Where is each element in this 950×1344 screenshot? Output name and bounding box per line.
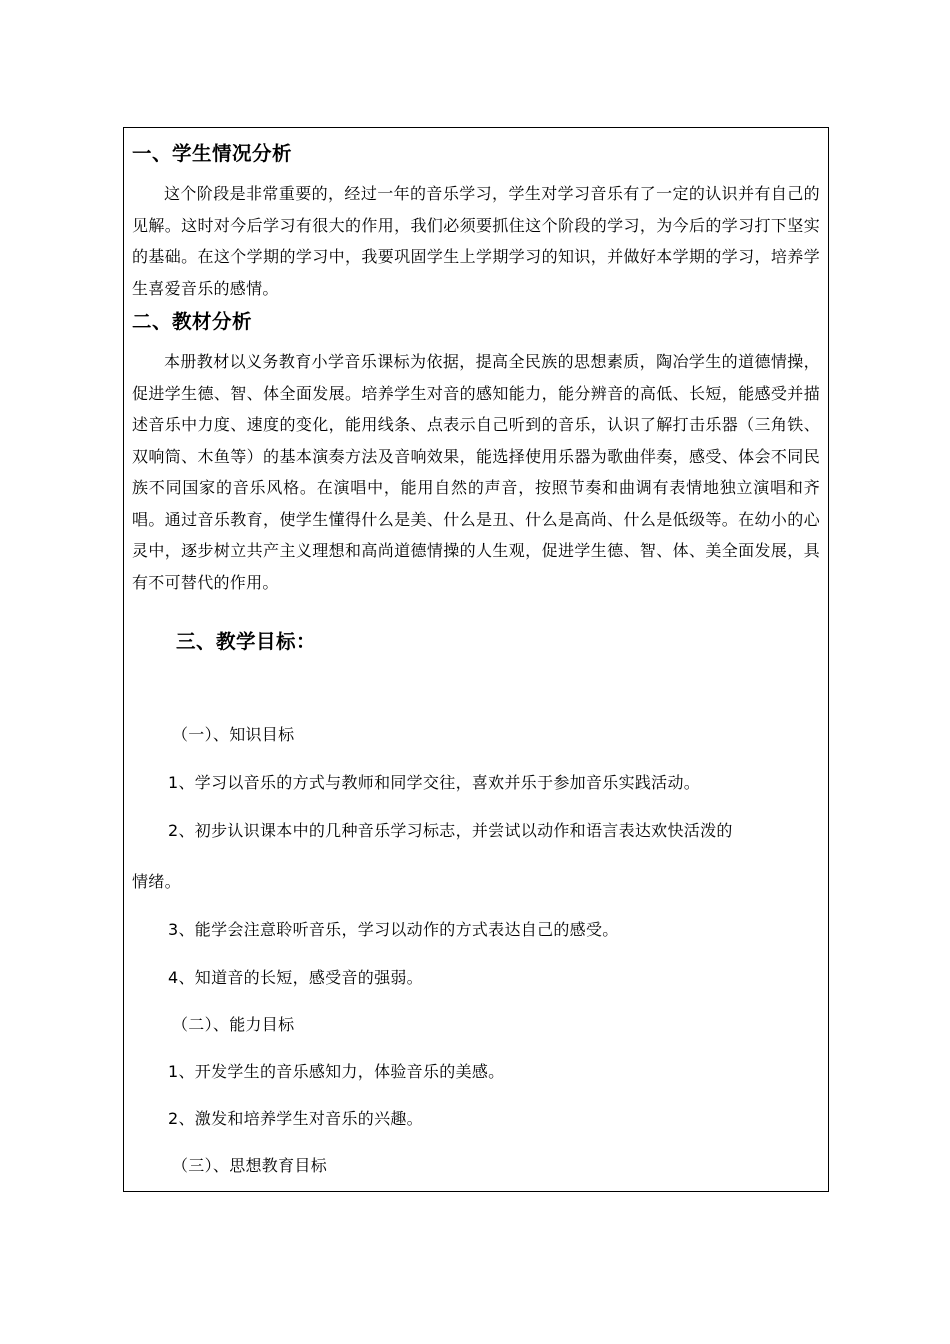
subheading-knowledge-goals: （一）、知识目标: [172, 725, 295, 744]
content-frame: [123, 127, 829, 1192]
paragraph-textbook-analysis: 本册教材以义务教育小学音乐课标为依据，提高全民族的思想素质，陶冶学生的道德情操，促进学生德、智、体全面发展。培养学生对音的感知能力，能分辨音的高低、长短，能感受并描述音乐中力度、速度的变化，能用线条、点表示自己听到的音乐，认识了解打击乐器（三角铁、双响筒、木鱼等）的基本演奏方法及音响效果，能选择使用乐器为歌曲伴奏，感受、体会不同民族不同国家的音乐风格。在演唱中，能用自然的声音，按照节奏和曲调有表情地独立演唱和齐唱。通过音乐教育，使学生懂得什么是美、什么是丑、什么是高尚、什么是低级等。在幼小的心灵中，逐步树立共产主义理想和高尚道德情操的人生观，促进学生德、智、体、美全面发展，具有不可替代的作用。: [132, 352, 820, 592]
knowledge-item-4: 4、知道音的长短，感受音的强弱。: [168, 968, 423, 987]
heading-teaching-goals: 三、教学目标：: [176, 630, 317, 653]
ability-item-2: 2、激发和培养学生对音乐的兴趣。: [168, 1109, 423, 1128]
knowledge-item-2-continued: 情绪。: [132, 872, 181, 891]
document-content: [132, 138, 820, 1175]
subheading-ideology-goals: （三）、思想教育目标: [172, 1156, 328, 1175]
ability-item-1: 1、开发学生的音乐感知力，体验音乐的美感。: [168, 1062, 505, 1081]
heading-textbook-analysis: 二、教材分析: [132, 310, 253, 333]
subheading-ability-goals: （二）、能力目标: [172, 1015, 295, 1034]
knowledge-item-1: 1、学习以音乐的方式与教师和同学交往，喜欢并乐于参加音乐实践活动。: [168, 773, 701, 792]
knowledge-item-3: 3、能学会注意聆听音乐，学习以动作的方式表达自己的感受。: [168, 920, 619, 939]
knowledge-item-2: 2、初步认识课本中的几种音乐学习标志，并尝试以动作和语言表达欢快活泼的: [168, 821, 733, 840]
paragraph-student-analysis: 这个阶段是非常重要的，经过一年的音乐学习，学生对学习音乐有了一定的认识并有自己的见解。这时对今后学习有很大的作用，我们必须要抓住这个阶段的学习，为今后的学习打下坚实的基础。在这个学期的学习中，我要巩固学生上学期学习的知识，并做好本学期的学习，培养学生喜爱音乐的感情。: [132, 184, 820, 298]
heading-student-analysis: 一、学生情况分析: [132, 142, 293, 165]
